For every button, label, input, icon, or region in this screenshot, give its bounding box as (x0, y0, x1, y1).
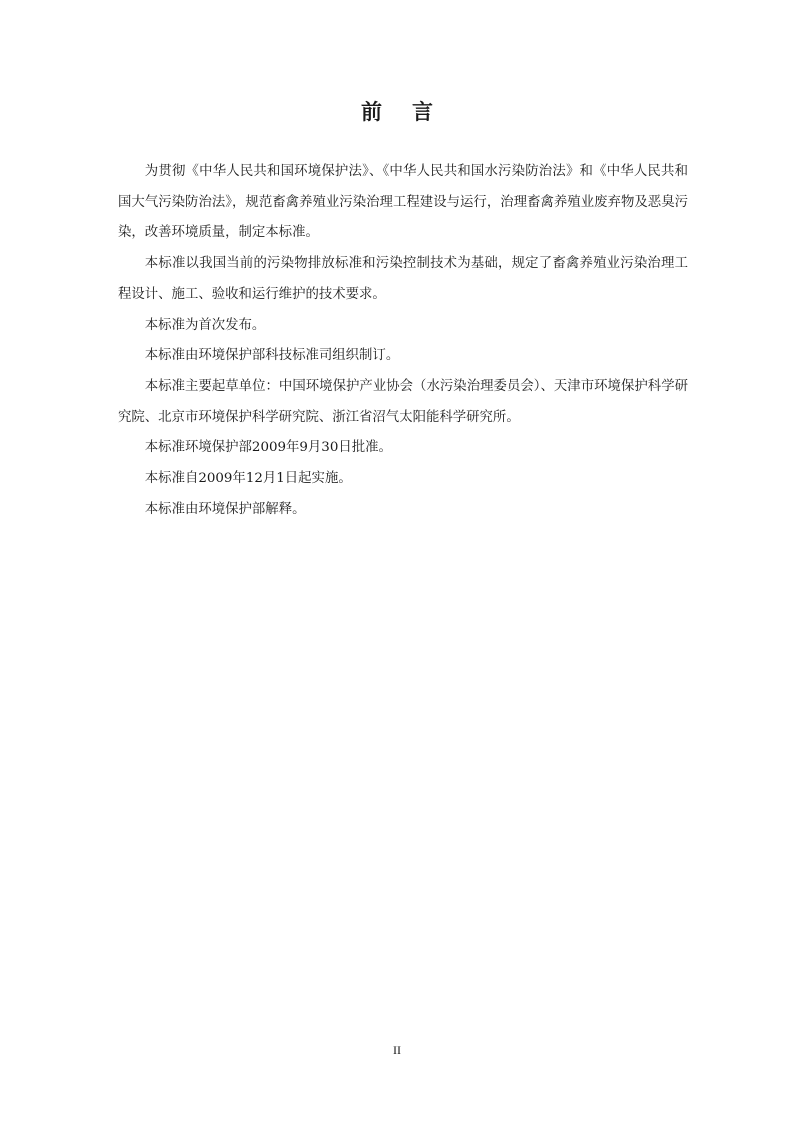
paragraph-purpose: 为贯彻《中华人民共和国环境保护法》、《中华人民共和国水污染防治法》和《中华人民共和国大气污染防治法》，规范畜禽养殖业污染治理工程建设与运行，治理畜禽养殖业废弃物及恶臭污染，改善环境质量，制定本标准。 (118, 164, 688, 241)
paragraph-first-release: 本标准为首次发布。 (144, 317, 266, 333)
foreword-body (118, 157, 688, 525)
page-title: 前言 (361, 100, 463, 124)
page-number: II (393, 1043, 401, 1057)
paragraph-interpretation: 本标准由环境保护部解释。 (144, 501, 306, 517)
paragraph-effective-date: 本标准自2009年12月1日起实施。 (144, 471, 352, 487)
paragraph-approval-date: 本标准环境保护部2009年9月30日批准。 (144, 440, 392, 456)
paragraph-drafting-units: 本标准主要起草单位：中国环境保护产业协会（水污染治理委员会）、天津市环境保护科学研究院、北京市环境保护科学研究院、浙江省沼气太阳能科学研究所。 (118, 378, 688, 425)
paragraph-organizer: 本标准由环境保护部科技标准司组织制订。 (144, 348, 400, 364)
paragraph-scope: 本标准以我国当前的污染物排放标准和污染控制技术为基础，规定了畜禽养殖业污染治理工程设计、施工、验收和运行维护的技术要求。 (118, 256, 688, 302)
